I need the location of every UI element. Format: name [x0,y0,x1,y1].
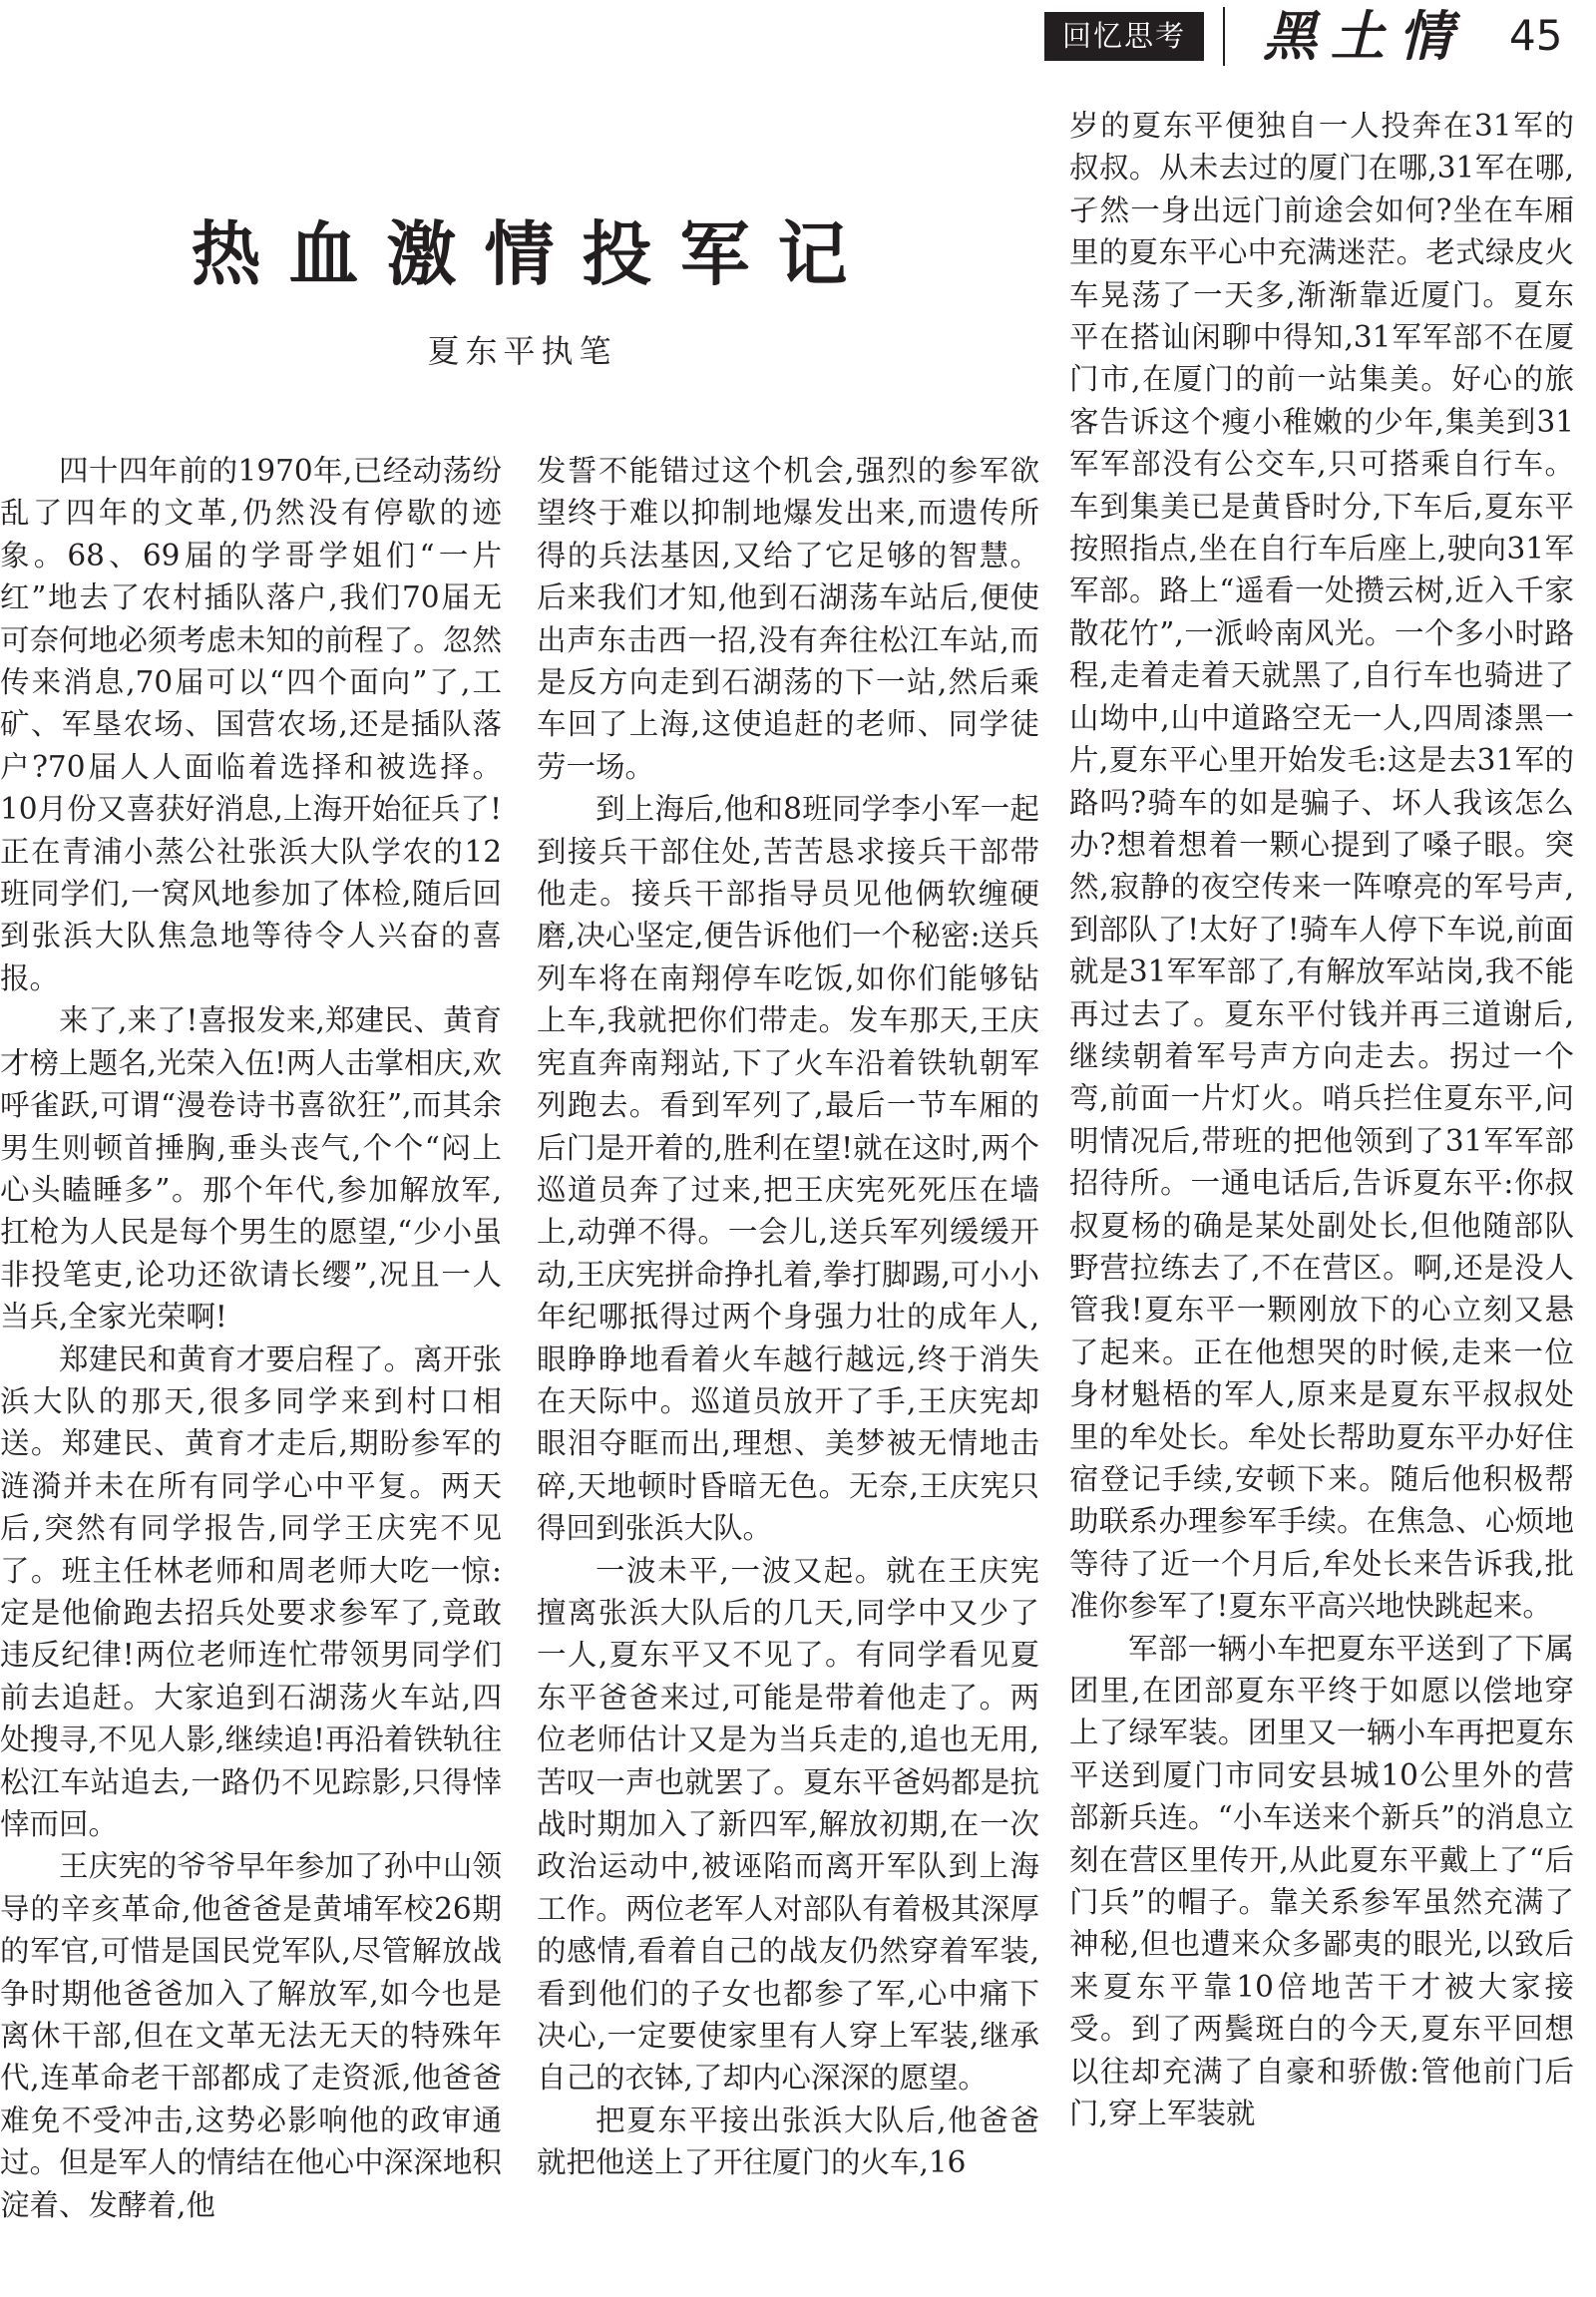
article-paragraph: 来了,来了!喜报发来,郑建民、黄育才榜上题名,光荣入伍!两人击掌相庆,欢呼雀跃,可谓“漫卷诗书喜欲狂”,而其余男生则顿首捶胸,垂头丧气,个个“闷上心头瞌睡多”。那个年代,参加解放军,扛枪为人民是每个男生的愿望,“少小虽非投笔吏,论功还欲请长缨”,况且一人当兵,全家光荣啊! [0,1003,502,1335]
article-paragraph: 一波未平,一波又起。就在王庆宪擅离张浜大队后的几天,同学中又少了一人,夏东平又不见了。有同学看见夏东平爸爸来过,可能是带着他走了。两位老师估计又是为当兵走的,追也无用,苦叹一声也就罢了。夏东平爸妈都是抗战时期加入了新四军,解放初期,在一次政治运动中,被诬陷而离开军队到上海工作。两位老军人对部队有着极其深厚的感情,看着自己的战友仍然穿着军装,看到他们的子女也都参了军,心中痛下决心,一定要使家里有人穿上军装,继承自己的衣钵,了却内心深深的愿望。 [537,1553,1039,2096]
article-paragraph: 四十四年前的1970年,已经动荡纷乱了四年的文革,仍然没有停歇的迹象。68、69届的学哥学姐们“一片红”地去了农村插队落户,我们70届无可奈何地必须考虑未知的前程了。忽然传来消息,70届可以“四个面向”了,工矿、军垦农场、国营农场,还是插队落户?70届人人面临着选择和被选择。10月份又喜获好消息,上海开始征兵了!正在青浦小蒸公社张浜大队学农的12班同学们,一窝风地参加了体检,随后回到张浜大队焦急地等待令人兴奋的喜报。 [0,454,502,995]
body-column-2 [537,450,1039,2184]
article-paragraph: 王庆宪的爷爷早年参加了孙中山领导的辛亥革命,他爸爸是黄埔军校26期的军官,可惜是国民党军队,尽管解放战争时期他爸爸加入了解放军,如今也是离休干部,但在文革无法无天的特殊年代,连革命老干部都成了走资派,他爸爸难免不受冲击,这势必影响他的政审通过。但是军人的情结在他心中深深地积淀着、发酵着,他 [0,1849,502,2222]
section-label: 回忆思考 [1044,12,1204,61]
article-paragraph: 把夏东平接出张浜大队后,他爸爸就把他送上了开往厦门的火车,16 [537,2103,1039,2180]
magazine-logo: 黑土情 [1263,4,1466,68]
article-paragraph: 郑建民和黄育才要启程了。离开张浜大队的那天,很多同学来到村口相送。郑建民、黄育才走后,期盼参军的涟漪并未在所有同学心中平复。两天后,突然有同学报告,同学王庆宪不见了。班主任林老师和周老师大吃一惊:定是他偷跑去招兵处要求参军了,竟敢违反纪律!两位老师连忙带领男同学们前去追赶。大家追到石湖荡火车站,四处搜寻,不见人影,继续追!再沿着铁轨往松江车站追去,一路仍不见踪影,只得悻悻而回。 [0,1341,502,1841]
article-paragraph: 到上海后,他和8班同学李小军一起到接兵干部住处,苦苦恳求接兵干部带他走。接兵干部指导员见他俩软缠硬磨,决心坚定,便告诉他们一个秘密:送兵列车将在南翔停车吃饭,如你们能够钻上车,我就把你们带走。发车那天,王庆宪直奔南翔站,下了火车沿着铁轨朝军列跑去。看到军列了,最后一节车厢的后门是开着的,胜利在望!就在这时,两个巡道员奔了过来,把王庆宪死死压在墙上,动弹不得。一会儿,送兵军列缓缓开动,王庆宪拼命挣扎着,拳打脚踢,可小小年纪哪抵得过两个身强力壮的成年人,眼睁睁地看着火车越行越远,终于消失在天际中。巡道员放开了手,王庆宪却眼泪夺眶而出,理想、美梦被无情地击碎,天地顿时昏暗无色。无奈,王庆宪只得回到张浜大队。 [537,792,1040,1546]
article-paragraph-continued: 岁的夏东平便独自一人投奔在31军的叔叔。从未去过的厦门在哪,31军在哪,孑然一身出远门前途会如何?坐在车厢里的夏东平心中充满迷茫。老式绿皮火车晃荡了一天多,渐渐靠近厦门。夏东平在搭讪闲聊中得知,31军军部不在厦门市,在厦门的前一站集美。好心的旅客告诉这个瘦小稚嫩的少年,集美到31军军部没有公交车,只可搭乘自行车。车到集美已是黄昏时分,下车后,夏东平按照指点,坐在自行车后座上,驶向31军军部。路上“遥看一处攒云树,近入千家散花竹”,一派岭南风光。一个多小时路程,走着走着天就黑了,自行车也骑进了山坳中,山中道路空无一人,四周漆黑一片,夏东平心里开始发毛:这是去31军的路吗?骑车的如是骗子、坏人我该怎么办?想着想着一颗心提到了嗓子眼。突然,寂静的夜空传来一阵嘹亮的军号声,到部队了!太好了!骑车人停下车说,前面就是31军军部了,有解放军站岗,我不能再过去了。夏东平付钱并再三道谢后,继续朝着军号声方向走去。拐过一个弯,前面一片灯火。哨兵拦住夏东平,问明情况后,带班的把他领到了31军军部招待所。一通电话后,告诉夏东平:你叔叔夏杨的确是某处副处长,但他随部队野营拉练去了,不在营区。啊,还是没人管我!夏东平一颗刚放下的心立刻又悬了起来。正在他想哭的时候,走来一位身材魁梧的军人,原来是夏东平叔叔处里的牟处长。牟处长帮助夏东平办好住宿登记手续,安顿下来。随后他积极帮助联系办理参军手续。在焦急、心烦地等待了近一个月后,牟处长来告诉我,批准你参军了!夏东平高兴地快跳起来。 [1069,109,1574,1624]
page-number: 45 [1509,11,1563,60]
body-column-3 [1069,105,1574,2135]
article-title: 热血激情投军记 [191,213,876,295]
body-column-1 [0,450,502,2226]
article-paragraph-continued: 发誓不能错过这个机会,强烈的参军欲望终于难以抑制地爆发出来,而遗传所得的兵法基因,又给了它足够的智慧。后来我们才知,他到石湖荡车站后,便使出声东击西一招,没有奔往松江车站,而是反方向走到石湖荡的下一站,然后乘车回了上海,这使追赶的老师、同学徒劳一场。 [537,454,1039,784]
header-divider [1223,7,1225,66]
article-paragraph: 军部一辆小车把夏东平送到了下属团里,在团部夏东平终于如愿以偿地穿上了绿军装。团里又一辆小车再把夏东平送到厦门市同安县城10公里外的营部新兵连。“小车送来个新兵”的消息立刻在营区里传开,从此夏东平戴上了“后门兵”的帽子。靠关系参军虽然充满了神秘,但也遭来众多鄙夷的眼光,以致后来夏东平靠10倍地苦干才被大家接受。到了两鬓斑白的今天,夏东平回想以往却充满了自豪和骄傲:管他前门后门,穿上军装就 [1069,1631,1574,2131]
article-byline: 夏东平执笔 [427,332,617,370]
